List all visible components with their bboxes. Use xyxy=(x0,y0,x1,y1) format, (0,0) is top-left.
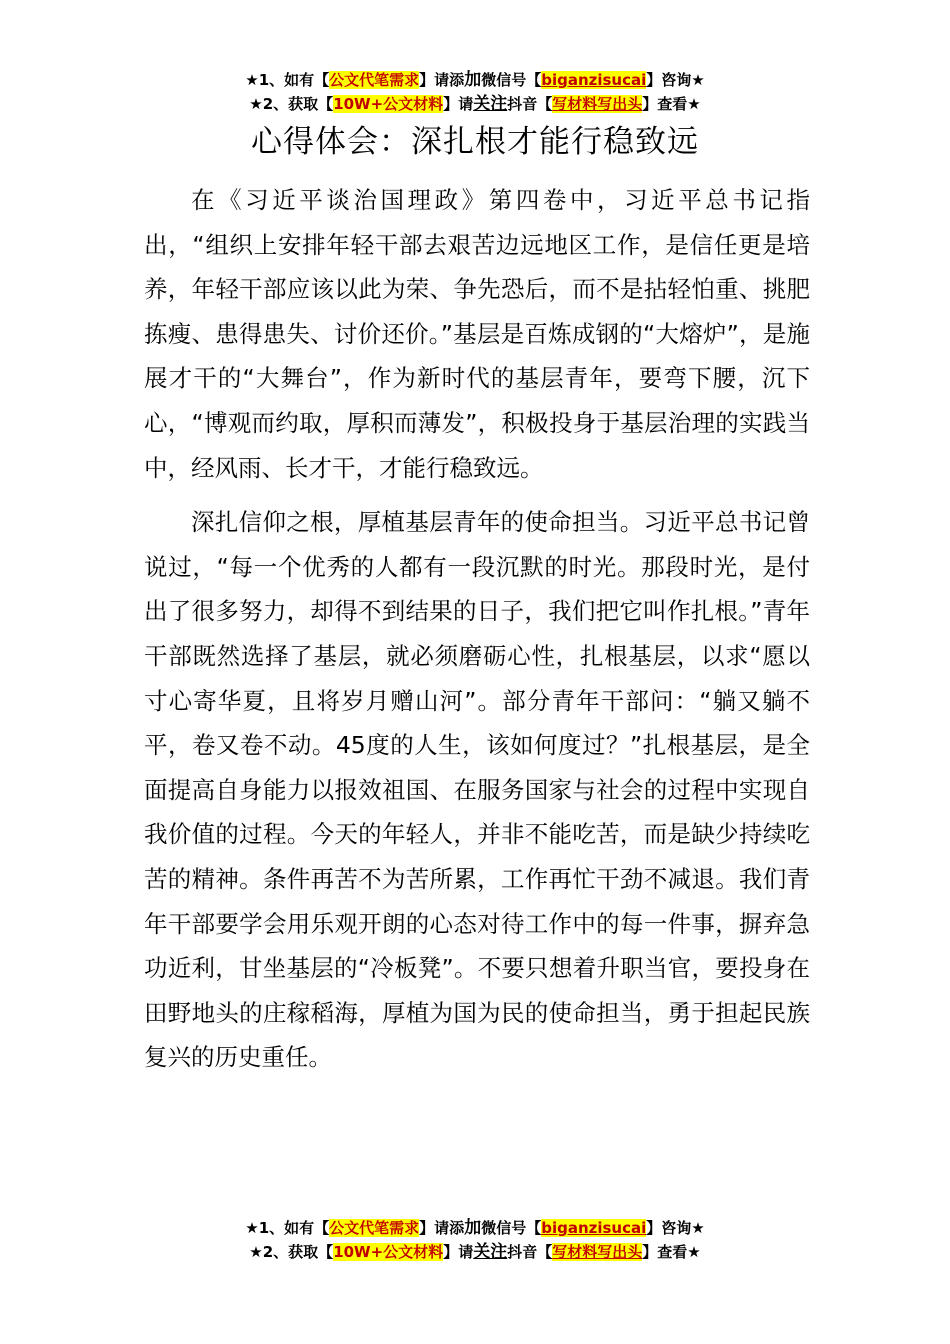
top-banner xyxy=(0,68,950,116)
banner-highlight: 公文代笔需求 xyxy=(329,71,420,89)
banner-text: 抖音【 xyxy=(507,1243,553,1261)
douyin-account[interactable]: 写材料写出头 xyxy=(552,1243,643,1261)
banner-text: ★2、获取【 xyxy=(249,1243,334,1261)
banner-text: 】请 xyxy=(443,1243,474,1261)
banner-text: ★1、如有【 xyxy=(245,71,330,89)
banner-text: 抖音【 xyxy=(507,95,553,113)
banner-line-2 xyxy=(0,92,950,116)
bottom-banner xyxy=(0,1216,950,1264)
banner-emphasis: 加 xyxy=(464,70,482,90)
paragraph: 在《习近平谈治国理政》第四卷中，习近平总书记指出，“组织上安排年轻干部去艰苦边远地区工作，是信任更是培养，年轻干部应该以此为荣、争先恐后，而不是拈轻怕重、挑肥拣瘦、患得患失、讨价还价。”基层是百炼成钢的“大熔炉”，是施展才干的“大舞台”，作为新时代的基层青年，要弯下腰，沉下心，“博观而约取，厚积而薄发”，积极投身于基层治理的实践当中，经风雨、长才干，才能行稳致远。 xyxy=(144,186,810,482)
banner-line-1 xyxy=(0,68,950,92)
banner-text: ★2、获取【 xyxy=(249,95,334,113)
banner-text: 微信号【 xyxy=(481,1219,542,1237)
banner-highlight: 公文代笔需求 xyxy=(329,1219,420,1237)
banner-emphasis: 加 xyxy=(464,1218,482,1238)
banner-line-1 xyxy=(0,1216,950,1240)
banner-highlight: 10W+公文材料 xyxy=(333,95,444,113)
paragraph: 深扎信仰之根，厚植基层青年的使命担当。习近平总书记曾说过，“每一个优秀的人都有一段沉默的时光。那段时光，是付出了很多努力，却得不到结果的日子，我们把它叫作扎根。”青年干部既然选择了基层，就必须磨砺心性，扎根基层，以求“愿以寸心寄华夏，且将岁月赠山河”。部分青年干部问：“躺又躺不平，卷又卷不动。45度的人生，该如何度过？”扎根基层，是全面提高自身能力以报效祖国、在服务国家与社会的过程中实现自我价值的过程。今天的年轻人，并非不能吃苦，而是缺少持续吃苦的精神。条件再苦不为苦所累，工作再忙干劲不减退。我们青年干部要学会用乐观开朗的心态对待工作中的每一件事，摒弃急功近利，甘坐基层的“冷板凳”。不要只想着升职当官，要投身在田野地头的庄稼稻海，厚植为国为民的使命担当，勇于担起民族复兴的历史重任。 xyxy=(144,508,810,1072)
banner-text: 】查看★ xyxy=(642,95,701,113)
banner-text: 】咨询★ xyxy=(646,71,705,89)
banner-text: ★1、如有【 xyxy=(245,1219,330,1237)
banner-emphasis: 关注 xyxy=(473,94,508,114)
banner-line-2 xyxy=(0,1240,950,1264)
banner-text: 】查看★ xyxy=(642,1243,701,1261)
banner-emphasis: 关注 xyxy=(473,1242,508,1262)
page-title: 心得体会：深扎根才能行稳致远 xyxy=(251,124,699,160)
document-body xyxy=(144,178,810,1090)
banner-text: 】请添 xyxy=(419,1219,465,1237)
wechat-id[interactable]: biganzisucai xyxy=(541,1219,647,1237)
banner-text: 】咨询★ xyxy=(646,1219,705,1237)
banner-text: 微信号【 xyxy=(481,71,542,89)
banner-text: 】请 xyxy=(443,95,474,113)
banner-text: 】请添 xyxy=(419,71,465,89)
douyin-account[interactable]: 写材料写出头 xyxy=(552,95,643,113)
banner-highlight: 10W+公文材料 xyxy=(333,1243,444,1261)
wechat-id[interactable]: biganzisucai xyxy=(541,71,647,89)
